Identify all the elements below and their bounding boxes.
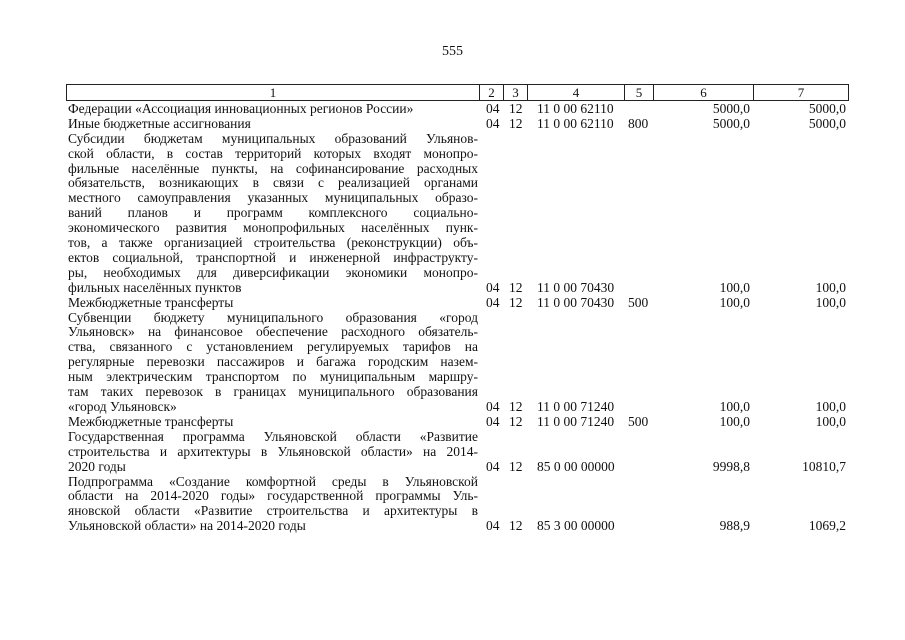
subsection-code: 12 (509, 398, 523, 414)
description-line: ектов социальной, транспортной и инженерной инфраструкту- (68, 249, 478, 265)
description-line: Государственная программа Ульяновской области «Развитие (68, 428, 478, 444)
description-line: ры, необходимых для диверсификации экономики монопро- (68, 264, 478, 280)
table-row (0, 475, 905, 535)
amount-col-7: 100,0 (815, 279, 846, 295)
amount-col-6: 5000,0 (712, 101, 750, 116)
header-col-4: 4 (527, 84, 625, 101)
amount-col-7: 1069,2 (808, 518, 846, 534)
subsection-code: 12 (509, 115, 523, 131)
amount-col-7: 100,0 (815, 398, 846, 414)
description-line: регулярные перевозки пассажиров и багажа городским назем- (68, 354, 478, 370)
description-line: Межбюджетные трансферты (68, 413, 234, 429)
subsection-code: 12 (509, 294, 523, 310)
description-line: Субвенции бюджету муниципального образования «город (68, 309, 478, 325)
subsection-code: 12 (509, 413, 523, 429)
section-code: 04 (486, 294, 500, 310)
header-col-6: 6 (653, 84, 754, 101)
target-article-code: 85 3 00 00000 (537, 518, 615, 534)
amount-col-6: 9998,8 (712, 458, 750, 474)
description-line: ской области, в состав территорий которых входят монопро- (68, 145, 478, 161)
target-article-code: 11 0 00 62110 (537, 101, 614, 116)
amount-col-6: 100,0 (719, 294, 750, 310)
amount-col-6: 100,0 (719, 398, 750, 414)
section-code: 04 (486, 398, 500, 414)
section-code: 04 (486, 413, 500, 429)
description-line: обязательств, возникающих в связи с реализацией органами (68, 175, 478, 191)
section-code: 04 (486, 101, 500, 116)
description-line: ным электрическим транспортом по муниципальным маршру- (68, 369, 478, 385)
description-line: Ульяновск» на финансовое обеспечение расходного обязатель- (68, 324, 478, 340)
row-description (68, 430, 478, 475)
description-line: тов, а также организацией строительства (реконструкции) объ- (68, 235, 478, 251)
header-col-1: 1 (66, 84, 480, 101)
description-line: фильные населённые пункты, на софинансирование расходных (68, 160, 478, 176)
page-number: 555 (442, 44, 463, 59)
description-line: там таких перевозок в границах муниципального образования (68, 384, 478, 400)
description-line: ваний планов и программ комплексного социально- (68, 205, 478, 221)
description-line: Ульяновской области» на 2014-2020 годы (68, 518, 306, 534)
description-line: Межбюджетные трансферты (68, 294, 234, 310)
section-code: 04 (486, 518, 500, 534)
target-article-code: 11 0 00 71240 (537, 413, 615, 429)
amount-col-7: 5000,0 (808, 101, 846, 116)
section-code: 04 (486, 115, 500, 131)
description-line: Подпрограмма «Создание комфортной среды в Ульяновской (68, 473, 478, 489)
amount-col-6: 100,0 (719, 279, 750, 295)
description-line: Федерации «Ассоциация инновационных регионов России» (68, 101, 414, 116)
row-description (68, 132, 478, 296)
target-article-code: 85 0 00 00000 (537, 458, 615, 474)
description-line: яновской области «Развитие строительства и архитектуры в (68, 503, 478, 519)
subsection-code: 12 (509, 101, 523, 116)
description-line: 2020 годы (68, 458, 126, 474)
header-col-3: 3 (503, 84, 528, 101)
table-row (0, 102, 905, 117)
description-line: ства, связанного с установлением регулируемых тарифов на (68, 339, 478, 355)
description-line: строительства и архитектуры в Ульяновской области» на 2014- (68, 443, 478, 459)
expense-type-code: 500 (628, 413, 649, 429)
description-line: Субсидии бюджетам муниципальных образований Ульянов- (68, 130, 478, 146)
description-line: «город Ульяновск» (68, 398, 177, 414)
section-code: 04 (486, 279, 500, 295)
subsection-code: 12 (509, 279, 523, 295)
amount-col-7: 100,0 (815, 413, 846, 429)
description-line: Иные бюджетные ассигнования (68, 115, 251, 131)
header-col-7: 7 (753, 84, 849, 101)
target-article-code: 11 0 00 70430 (537, 279, 615, 295)
amount-col-6: 988,9 (719, 518, 750, 534)
amount-col-7: 100,0 (815, 294, 846, 310)
row-description (68, 415, 478, 430)
target-article-code: 11 0 00 62110 (537, 115, 614, 131)
description-line: местного самоуправления указанных муниципальных образо- (68, 190, 478, 206)
row-description (68, 296, 478, 311)
expense-type-code: 500 (628, 294, 649, 310)
amount-col-6: 100,0 (719, 413, 750, 429)
target-article-code: 11 0 00 71240 (537, 398, 615, 414)
amount-col-7: 5000,0 (808, 115, 846, 131)
subsection-code: 12 (509, 518, 523, 534)
row-description (68, 117, 478, 132)
description-line: экономического развития монопрофильных населённых пунк- (68, 220, 478, 236)
table-row (0, 415, 905, 430)
table-row (0, 311, 905, 415)
description-line: фильных населённых пунктов (68, 279, 242, 295)
row-description (68, 475, 478, 535)
expense-type-code: 800 (628, 115, 649, 131)
table-row (0, 117, 905, 132)
table-row (0, 296, 905, 311)
amount-col-7: 10810,7 (802, 458, 846, 474)
amount-col-6: 5000,0 (712, 115, 750, 131)
header-col-5: 5 (624, 84, 654, 101)
row-description (68, 311, 478, 415)
description-line: области на 2014-2020 годы» государственной программы Уль- (68, 488, 478, 504)
section-code: 04 (486, 458, 500, 474)
table-row (0, 132, 905, 296)
table-row (0, 430, 905, 475)
header-col-2: 2 (479, 84, 504, 101)
row-description (68, 102, 478, 117)
subsection-code: 12 (509, 458, 523, 474)
target-article-code: 11 0 00 70430 (537, 294, 615, 310)
